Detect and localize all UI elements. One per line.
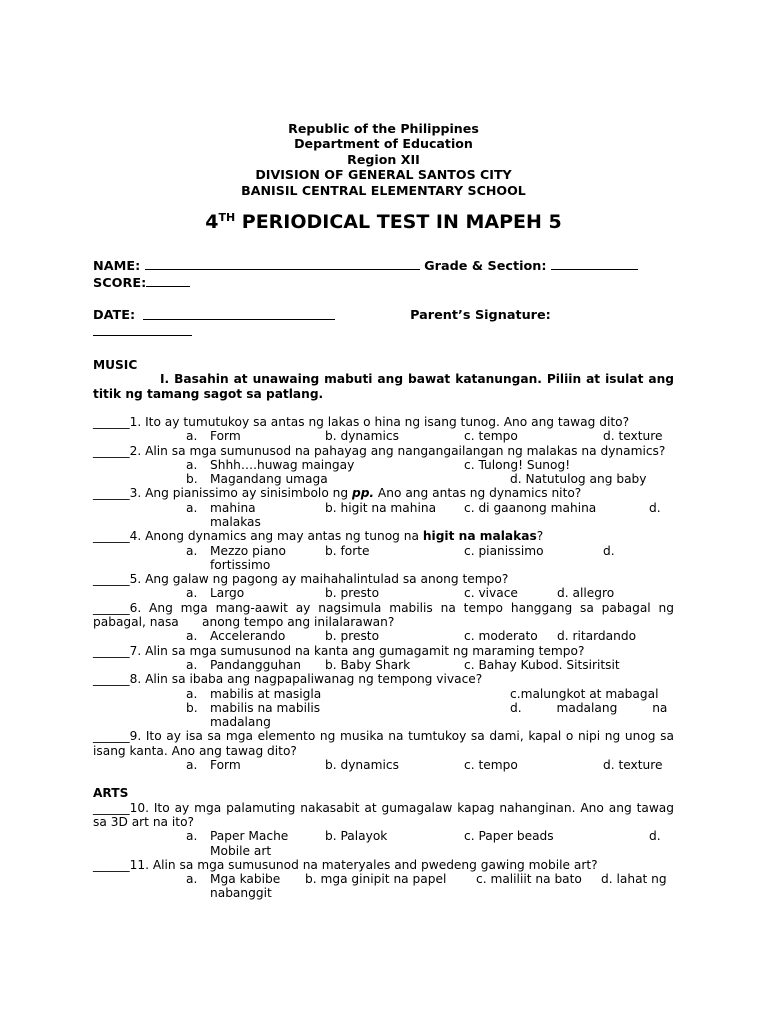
question-1-options	[93, 429, 674, 443]
option-d[interactable]: d. ritardando	[557, 629, 637, 644]
question-8-options-row2	[93, 701, 674, 715]
score-row	[93, 275, 674, 292]
option-b[interactable]: b. dynamics	[325, 758, 399, 773]
question-text: 8. Alin sa ibaba ang nagpapaliwanag ng tempong vivace?	[129, 672, 483, 687]
signature-label: Parent’s Signature:	[410, 308, 551, 324]
question-2	[93, 444, 674, 458]
option-d-continued: Mobile art	[210, 843, 272, 858]
grade-section-label: Grade & Section:	[419, 259, 551, 275]
name-row	[93, 258, 674, 275]
music-instruction: I. Basahin at unawaing mabuti ang bawat katanungan. Piliin at isulat ang titik ng tamang sagot sa patlang.	[93, 372, 674, 401]
option-b[interactable]: b. higit na mahina	[325, 500, 437, 515]
option-b[interactable]: b. mga ginipit na papel	[305, 872, 447, 887]
question-text: 5. Ang galaw ng pagong ay maihahalintulad sa anong tempo?	[129, 572, 509, 587]
option-b[interactable]: b. Palayok	[325, 829, 388, 844]
question-text: 1. Ito ay tumutukoy sa antas ng lakas o hina ng isang tunog. Ano ang tawag dito?	[129, 414, 630, 429]
title-text: PERIODICAL TEST IN MAPEH 5	[235, 211, 562, 234]
student-info	[93, 258, 674, 340]
arts-heading: ARTS	[93, 786, 129, 801]
option-a[interactable]: a. Shhh….huwag maingay	[186, 457, 355, 472]
option-b[interactable]: b. Baby Shark	[325, 657, 411, 672]
option-d[interactable]: d. texture	[603, 758, 663, 773]
pp-symbol: pp.	[351, 486, 375, 501]
question-text: 4. Anong dynamics ang may antas ng tunog na	[129, 529, 423, 544]
header-line-department: Department of Education	[294, 136, 473, 152]
question-text: 6. Ang mga mang-aawit ay nagsimula mabilis na tempo hanggang sa pabagal ng pabagal, nasa anong tempo ang inilalarawan?	[93, 600, 678, 630]
date-row	[93, 308, 674, 324]
option-a[interactable]: a. Form	[186, 429, 241, 444]
option-c[interactable]: c. pianissimo	[464, 543, 544, 558]
question-2-options-row2	[93, 472, 674, 486]
question-4-options	[93, 544, 674, 558]
emphasis-text: higit na malakas	[422, 529, 537, 544]
question-3-options	[93, 501, 674, 515]
question-9	[93, 729, 674, 758]
option-d[interactable]: d.	[649, 500, 661, 515]
signature-field[interactable]	[93, 324, 192, 336]
name-field[interactable]	[145, 258, 420, 270]
option-a[interactable]: a. Pandangguhan	[186, 657, 302, 672]
option-b[interactable]: b. presto	[325, 629, 380, 644]
test-page	[93, 121, 678, 901]
option-b[interactable]: b. Magandang umaga	[186, 472, 328, 487]
option-b[interactable]: b. mabilis na mabilis	[186, 700, 321, 715]
question-7-options	[93, 658, 674, 672]
option-c[interactable]: c. Tulong! Sunog!	[464, 457, 571, 472]
option-b[interactable]: b. forte	[325, 543, 370, 558]
question-8	[93, 672, 674, 686]
question-8-options	[93, 687, 674, 701]
score-field[interactable]	[146, 275, 190, 287]
header-line-division: DIVISION OF GENERAL SANTOS CITY	[255, 167, 512, 183]
option-d[interactable]: d. texture	[603, 429, 663, 444]
option-d-continued: fortissimo	[210, 557, 271, 572]
question-text: 3. Ang pianissimo ay sinisimbolo ng	[129, 486, 352, 501]
date-field[interactable]	[143, 308, 335, 320]
option-a[interactable]: a. Largo	[186, 586, 245, 601]
question-3: ______3. Ang pianissimo ay sinisimbolo ng pp. Ano ang antas ng dynamics nito?	[93, 486, 582, 501]
option-a[interactable]: a. Form	[186, 758, 241, 773]
option-c[interactable]: c. maliliit na bato	[476, 872, 582, 887]
option-c[interactable]: c. Paper beads	[464, 829, 554, 844]
option-a[interactable]: a. Mezzo piano	[186, 543, 286, 558]
title-number: 4	[205, 211, 219, 234]
answer-blank[interactable]: ______	[93, 600, 130, 615]
answer-blank[interactable]: ______	[93, 414, 130, 429]
option-d-continued: malakas	[210, 515, 261, 529]
title-ordinal: TH	[218, 211, 236, 225]
question-10	[93, 801, 674, 830]
question-10-options	[93, 829, 674, 843]
score-label: SCORE:	[93, 275, 147, 291]
option-b[interactable]: b. dynamics	[325, 429, 399, 444]
option-a[interactable]: a. Accelerando	[186, 629, 286, 644]
option-a[interactable]: a. mabilis at masigla	[186, 686, 322, 701]
school-header	[93, 121, 674, 198]
answer-blank[interactable]: ______	[93, 486, 130, 501]
option-c[interactable]: c. vivace	[464, 586, 518, 601]
answer-blank[interactable]: ______	[93, 800, 130, 815]
option-d[interactable]: d.	[603, 543, 615, 558]
answer-blank[interactable]: ______	[93, 729, 130, 744]
question-5	[93, 572, 674, 586]
answer-blank[interactable]: ______	[93, 443, 130, 458]
header-line-region: Region XII	[347, 151, 420, 167]
question-6	[93, 600, 678, 630]
question-text: 9. Ito ay isa sa mga elemento ng musika na tumtukoy sa dami, kapal o nipi ng unog sa isang kanta. Ano ang tawag dito?	[93, 729, 674, 758]
option-d[interactable]: d.	[649, 829, 661, 844]
option-a[interactable]: a. Paper Mache	[186, 829, 289, 844]
question-7	[93, 644, 674, 658]
answer-blank[interactable]: ______	[93, 529, 130, 544]
header-line-republic: Republic of the Philippines	[288, 121, 479, 136]
question-2-options	[93, 458, 674, 472]
name-label: NAME:	[93, 259, 145, 275]
question-6-options	[93, 629, 674, 643]
option-a[interactable]: a. Mga kabibe	[186, 872, 281, 887]
question-11	[93, 858, 674, 872]
question-text: 2. Alin sa mga sumunusod na pahayag ang nangangailangan ng malakas na dynamics?	[129, 443, 666, 458]
option-b[interactable]: b. presto	[325, 586, 380, 601]
answer-blank[interactable]: ______	[93, 857, 130, 872]
option-c[interactable]: c. tempo	[464, 758, 518, 773]
option-c[interactable]: c.malungkot at mabagal	[510, 686, 659, 701]
option-d[interactable]: d. Natutulog ang baby	[510, 472, 647, 487]
option-a[interactable]: a. mahina	[186, 500, 256, 515]
option-d[interactable]: d. madalang na	[510, 700, 668, 715]
option-c[interactable]: c. tempo	[464, 429, 518, 444]
question-1	[93, 415, 674, 429]
option-c[interactable]: c. Bahay Kubod. Sitsiritsit	[464, 657, 620, 672]
question-text: 10. Ito ay mga palamuting nakasabit at gumagalaw kapag nahanginan. Ano ang tawag sa 3D art na ito?	[93, 800, 674, 829]
question-text: 7. Alin sa mga sumusunod na kanta ang gumagamit ng maraming tempo?	[129, 643, 585, 658]
question-9-options	[93, 758, 674, 772]
question-4: ______4. Anong dynamics ang may antas ng tunog na higit na malakas?	[93, 529, 544, 544]
answer-blank[interactable]: ______	[93, 572, 130, 587]
option-d[interactable]: d. lahat ng	[601, 872, 667, 887]
question-text: 11. Alin sa mga sumusunod na materyales and pwedeng gawing mobile art?	[129, 857, 598, 872]
option-d-continued: nabanggit	[210, 886, 272, 901]
option-d-continued: madalang	[210, 715, 271, 730]
answer-blank[interactable]: ______	[93, 672, 130, 687]
question-11-options	[93, 872, 674, 886]
answer-blank[interactable]: ______	[93, 643, 130, 658]
question-5-options	[93, 586, 674, 600]
header-line-school: BANISIL CENTRAL ELEMENTARY SCHOOL	[241, 182, 526, 198]
option-c[interactable]: c. di gaanong mahina	[464, 500, 597, 515]
music-heading: MUSIC	[93, 358, 138, 373]
test-title	[93, 211, 674, 233]
option-c[interactable]: c. moderato	[464, 629, 538, 644]
option-d[interactable]: d. allegro	[557, 586, 615, 601]
grade-section-field[interactable]	[551, 258, 638, 270]
date-label: DATE:	[93, 308, 136, 324]
